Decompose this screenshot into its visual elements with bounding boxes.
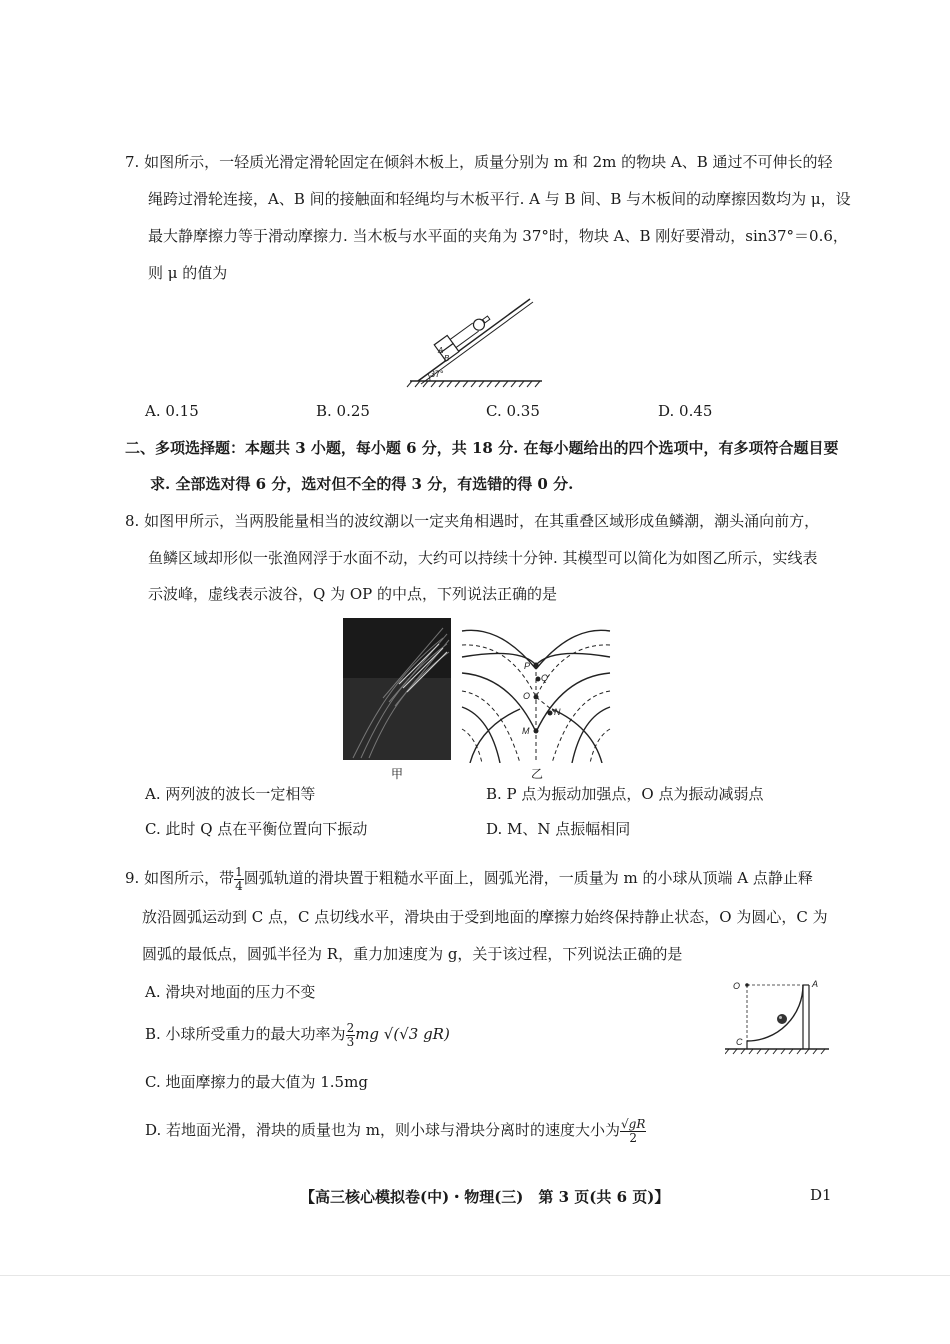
q7-option-a: A. 0.15 (145, 402, 199, 420)
q9-option-b-den: 3 (346, 1034, 355, 1049)
q9-line-1-pre: 9. 如图所示，带 (125, 869, 235, 887)
q8-point-n: N (554, 707, 561, 717)
q7-option-b: B. 0.25 (316, 402, 370, 420)
q7-angle-label: 37° (430, 369, 444, 379)
q8-point-p: P (524, 661, 531, 671)
q9-line-2: 放沿圆弧运动到 C 点，C 点切线水平，滑块由于受到地面的摩擦力始终保持静止状态，O 为圆心，C 为 (142, 908, 828, 926)
q8-option-d: D. M、N 点振幅相同 (486, 820, 631, 838)
q8-photo-figure (343, 618, 451, 760)
q9-line-1-post: 圆弧轨道的滑块置于粗糙水平面上，圆弧光滑，一质量为 m 的小球从顶端 A 点静止释 (243, 869, 813, 887)
q7-line-2: 绳跨过滑轮连接，A、B 间的接触面和轻绳均与木板平行. A 与 B 间、B 与木板间的动摩擦因数均为 μ，设 (148, 190, 851, 208)
q9-option-b-pre: B. 小球所受重力的最大功率为 (145, 1025, 346, 1043)
q9-option-b-post: mg √(√3 gR) (355, 1025, 450, 1043)
q8-line-1: 8. 如图甲所示，当两股能量相当的波纹潮以一定夹角相遇时，在其重叠区域形成鱼鳞潮，潮头涌向前方， (125, 512, 820, 530)
q9-quarter-den: 4 (235, 878, 243, 893)
q9-label-o: O (733, 981, 741, 991)
page-bottom-rule (0, 1275, 950, 1276)
q9-option-b-fraction (346, 1022, 356, 1049)
q7-incline-figure (400, 295, 550, 395)
q9-arc-track-figure (725, 975, 830, 1055)
q8-caption-left: 甲 (391, 767, 404, 781)
page-footer-title: 【高三核心模拟卷(中)・物理(三) 第 3 页(共 6 页)】 (300, 1188, 670, 1206)
q9-option-a: A. 滑块对地面的压力不变 (145, 983, 316, 1001)
q9-option-b (145, 1020, 450, 1049)
q9-option-d-fraction (620, 1118, 646, 1145)
q8-line-2: 鱼鳞区域却形似一张渔网浮于水面不动，大约可以持续十分钟. 其模型可以简化为如图乙所示，实线表 (148, 549, 818, 567)
q9-option-d-den: 2 (629, 1130, 638, 1145)
q9-option-d (145, 1115, 646, 1145)
section2-heading-line-1: 二、多项选择题：本题共 3 小题，每小题 6 分，共 18 分. 在每小题给出的四个选项中，有多项符合题目要 (125, 439, 839, 457)
q7-line-1: 7. 如图所示，一轻质光滑定滑轮固定在倾斜木板上，质量分别为 m 和 2m 的物块 A、B 通过不可伸长的轻 (125, 153, 833, 171)
q9-label-a: A (812, 979, 819, 989)
q9-line-3: 圆弧的最低点，圆弧半径为 R，重力加速度为 g，关于该过程，下列说法正确的是 (142, 945, 683, 963)
q8-option-b: B. P 点为振动加强点，O 点为振动减弱点 (486, 785, 764, 803)
q9-option-d-num: √gR (621, 1116, 646, 1131)
q8-option-a: A. 两列波的波长一定相等 (145, 785, 316, 803)
q8-caption-right: 乙 (531, 767, 544, 781)
q8-line-3: 示波峰，虚线表示波谷，Q 为 OP 的中点，下列说法正确的是 (148, 585, 557, 603)
q7-label-b: B (444, 354, 450, 363)
q8-point-q: Q (541, 673, 549, 683)
q7-label-a: A (438, 346, 444, 355)
q7-line-4: 则 μ 的值为 (148, 264, 228, 282)
q8-wave-diagram (460, 617, 612, 763)
q9-quarter-fraction (234, 866, 244, 893)
q9-label-c: C (736, 1037, 743, 1047)
q8-point-o: O (523, 691, 531, 701)
q9-quarter-num: 1 (235, 864, 243, 879)
q9-line-1 (125, 864, 813, 893)
q9-option-d-pre: D. 若地面光滑，滑块的质量也为 m，则小球与滑块分离时的速度大小为 (145, 1121, 621, 1139)
q7-option-d: D. 0.45 (658, 402, 713, 420)
q7-line-3: 最大静摩擦力等于滑动摩擦力. 当木板与水平面的夹角为 37°时，物块 A、B 刚好要滑动，sin37°＝0.6， (148, 227, 848, 245)
q9-option-b-num: 2 (346, 1020, 355, 1035)
section2-heading-line-2: 求. 全部选对得 6 分，选对但不全的得 3 分，有选错的得 0 分. (150, 475, 574, 493)
q8-point-m: M (522, 726, 530, 736)
q9-option-c: C. 地面摩擦力的最大值为 1.5mg (145, 1073, 368, 1091)
q8-option-c: C. 此时 Q 点在平衡位置向下振动 (145, 820, 368, 838)
page-footer-code: D1 (810, 1186, 832, 1204)
q7-option-c: C. 0.35 (486, 402, 540, 420)
